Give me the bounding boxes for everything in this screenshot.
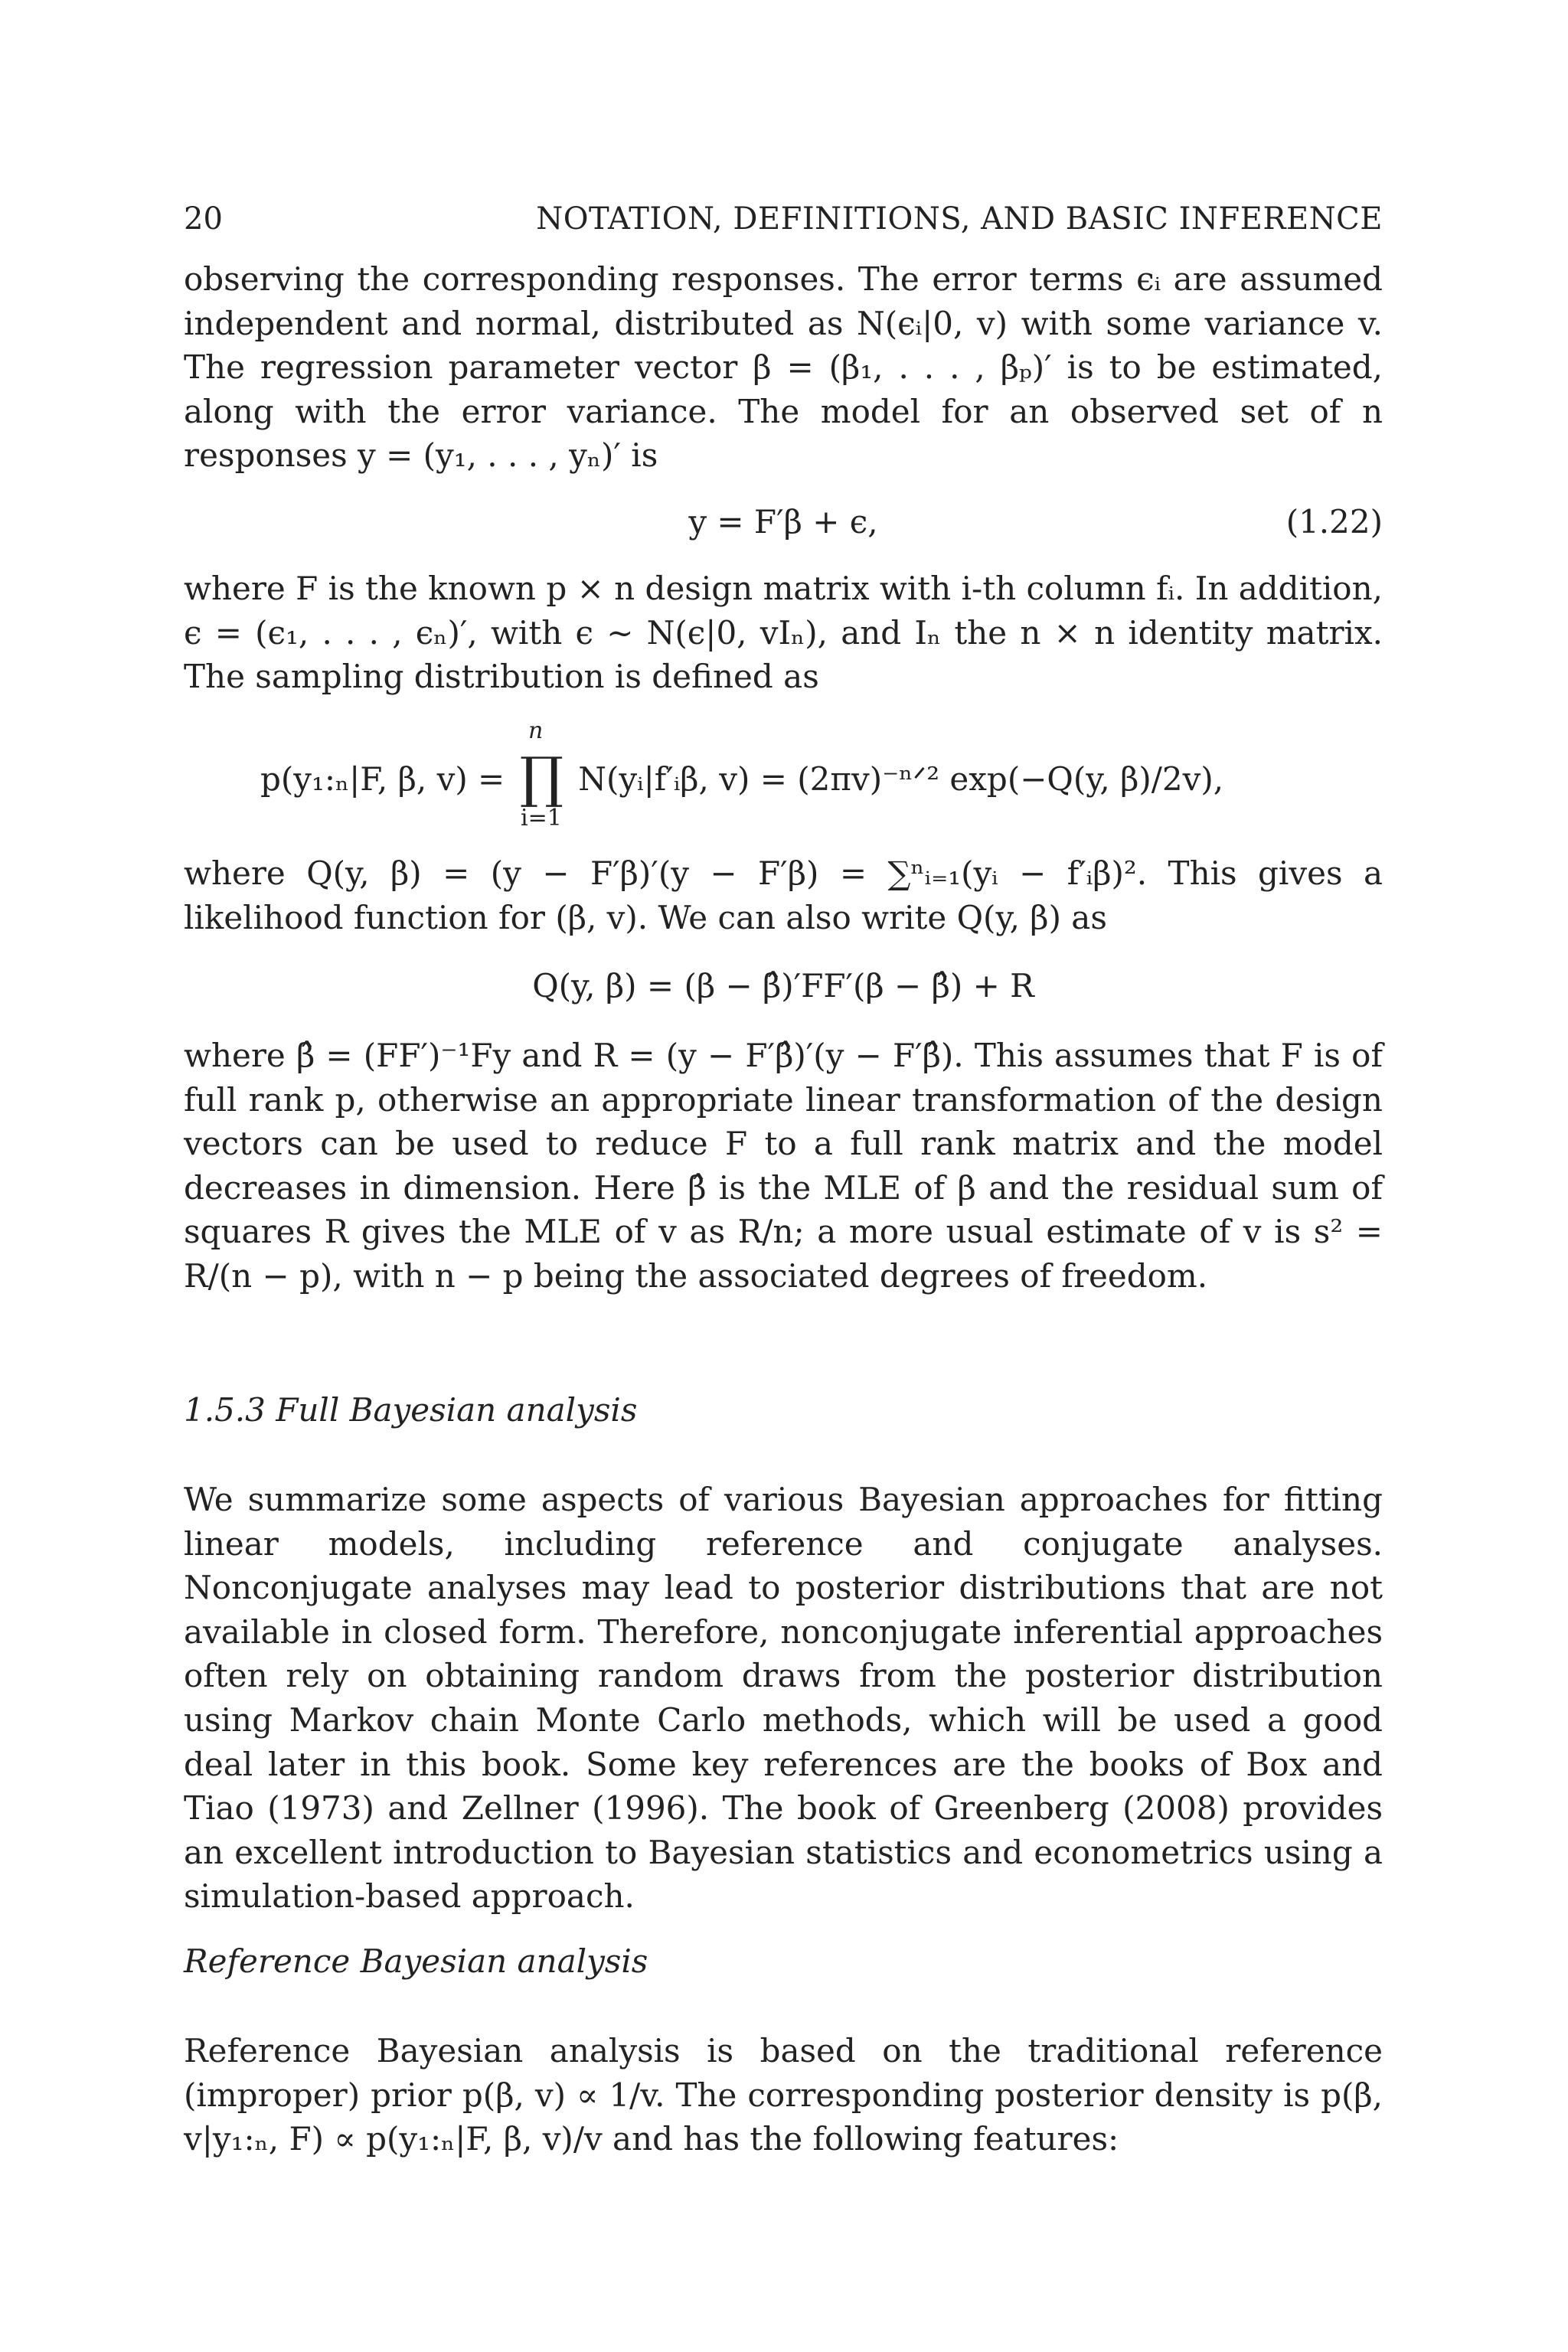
book-page (184, 0, 1383, 2352)
section-heading: 1.5.3 Full Bayesian analysis (184, 1391, 638, 1429)
equation-1-22 (184, 499, 1383, 545)
paragraph-likelihood: where Q(y, β) = (y − F′β)′(y − F′β) = ∑ⁿᵢ₌₁(yᵢ − f′ᵢβ)². This gives a likelihood function for (β, v). We can also write Q(y, β) as (184, 854, 1383, 936)
paragraph-bayesian-approaches: We summarize some aspects of various Bayesian approaches for fitting linear models, including reference and conjugate analyses. Nonconjugate analyses may lead to posterior distributions that are not available in closed form. Therefore, nonconjugate inferential approaches often rely on obtaining random draws from the posterior distribution using Markov chain Monte Carlo methods, which will be used a good deal later in this book. Some key references are the books of Box and Tiao (1973) and Zellner (1996). The book of Greenberg (2008) provides an excellent introduction to Bayesian statistics and econometrics using a simulation-based approach. (184, 1481, 1383, 1916)
equation-body: Q(y, β) = (β − β̂)′FF′(β − β̂) + R (532, 967, 1034, 1004)
paragraph-reference-analysis: Reference Bayesian analysis is based on the traditional reference (improper) prior p(β, v) ∝ 1/v. The corresponding posterior density is p(β, v|y₁:ₙ, F) ∝ p(y₁:ₙ|F, β, v)/v and has the following features: (184, 2032, 1383, 2158)
sampling-lhs: p(y₁:ₙ|F, β, v) = (260, 760, 505, 798)
product-symbol: ∏ (519, 745, 564, 809)
paragraph-model-intro: observing the corresponding responses. The error terms ϵᵢ are assumed independent and normal, distributed as N(ϵᵢ|0, v) with some variance v. The regression parameter vector β = (β₁, . . . , βₚ)′ is to be estimated, along with the error variance. The model for an observed set of n responses y = (y₁, . . . , yₙ)′ is (184, 260, 1383, 475)
running-header (184, 196, 1383, 242)
equation-sampling-distribution (184, 716, 1383, 831)
sampling-rhs: N(yᵢ|f′ᵢβ, v) = (2πv)⁻ⁿᐟ² exp(−Q(y, β)/2v), (578, 760, 1224, 798)
equation-number: (1.22) (1285, 503, 1383, 541)
page-number: 20 (184, 201, 223, 237)
product-upper-limit: n (528, 717, 544, 744)
equation-q-decomposition (184, 963, 1383, 1009)
equation-body: y = F′β + ϵ, (688, 503, 878, 541)
subsection-heading: Reference Bayesian analysis (184, 1942, 648, 1980)
product-lower-limit: i=1 (521, 805, 562, 831)
paragraph-mle: where β̂ = (FF′)⁻¹Fy and R = (y − F′β̂)′(y − F′β̂). This assumes that F is of full rank p, otherwise an appropriate linear transformation of the design vectors can be used to reduce F to a full rank matrix and the model decreases in dimension. Here β̂ is the MLE of β and the residual sum of squares R gives the MLE of v as R/n; a more usual estimate of v is s² = R/(n − p), with n − p being the associated degrees of freedom. (184, 1037, 1383, 1295)
paragraph-design-matrix: where F is the known p × n design matrix with i-th column fᵢ. In addition, ϵ = (ϵ₁, . . . , ϵₙ)′, with ϵ ∼ N(ϵ|0, vIₙ), and Iₙ the n × n identity matrix. The sampling distribution is defined as (184, 570, 1383, 696)
running-title: NOTATION, DEFINITIONS, AND BASIC INFERENCE (536, 201, 1383, 237)
